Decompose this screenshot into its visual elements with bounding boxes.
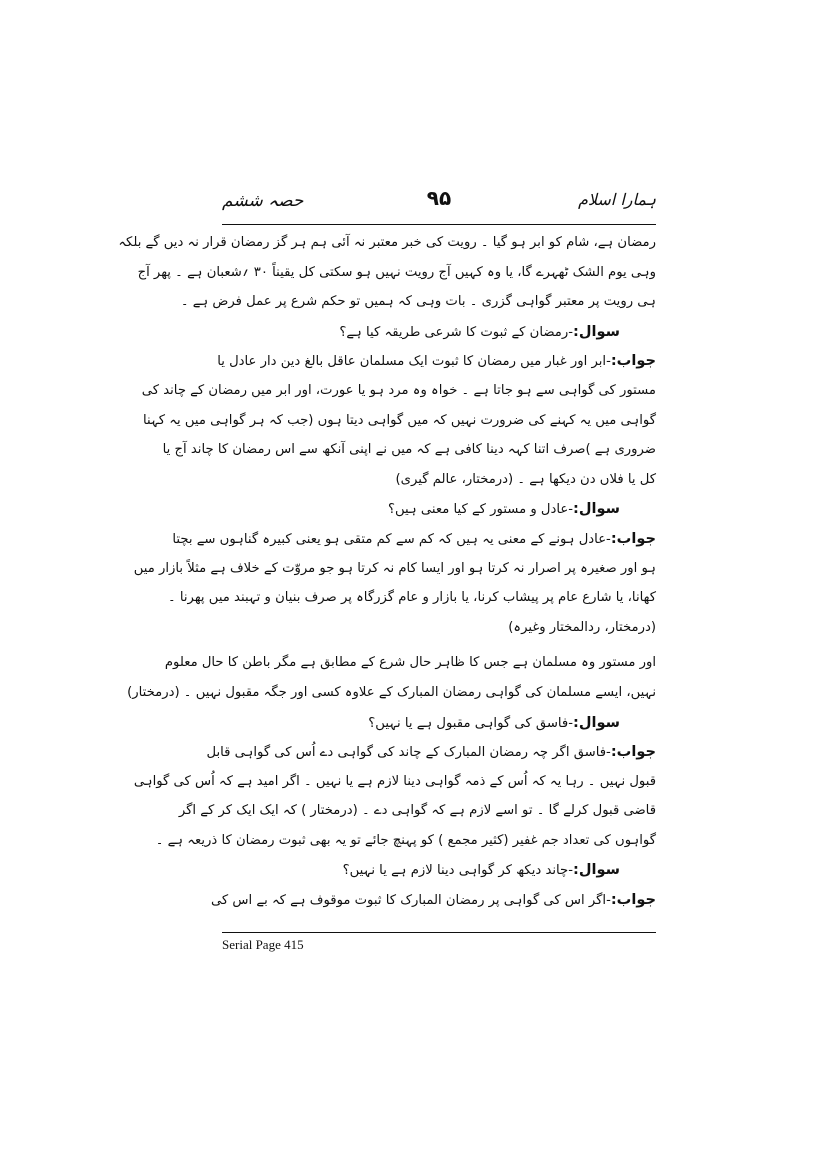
- question-label: سوال:: [572, 713, 620, 731]
- text-line: ہو اور صغیرہ پر اصرار نہ کرتا ہو اور ایسا کام نہ کرتا ہو جو مروّت کے خلاف ہے مثلاً بازار میں: [133, 560, 656, 576]
- question-label: سوال:: [572, 322, 620, 340]
- text-line: ہی رویت پر معتبر گواہی گزری ۔ بات وہی کہ ہمیں تو حکم شرع پر عمل فرض ہے ۔: [180, 294, 656, 310]
- text-line: [172, 524, 656, 554]
- text-line: قاضی قبول کرلے گا ۔ تو اسے لازم ہے کہ گواہی دے ۔ (درمختار ) کہ ایک ایک کر کے اگر: [178, 803, 656, 819]
- part-label: حصہ ششم: [222, 191, 304, 211]
- text-line: (درمختار، ردالمختار وغیرہ): [508, 619, 656, 635]
- page-number: ۹۵: [426, 186, 452, 210]
- line-text: -رمضان کے ثبوت کا شرعی طریقہ کیا ہے؟: [339, 324, 573, 340]
- text-line: مستور کی گواہی سے ہو جاتا ہے ۔ خواہ وہ مرد ہو یا عورت، اور ابر میں رمضان کے چاند کی: [141, 382, 656, 398]
- text-line: نہیں، ایسے مسلمان کی گواہی رمضان المبارک کے علاوہ کسی اور جگہ مقبول نہیں ۔ (درمختار): [127, 684, 656, 700]
- line-text: -فاسق کی گواہی مقبول ہے یا نہیں؟: [368, 715, 573, 731]
- text-line: [222, 494, 656, 524]
- question-label: سوال:: [572, 500, 620, 518]
- line-text: -اگر اس کی گواہی پر رمضان المبارک کا ثبوت موقوف ہے کہ بے اس کی: [210, 893, 611, 909]
- answer-label: جواب:: [610, 743, 656, 761]
- text-line: قبول نہیں ۔ رہا یہ کہ اُس کے ذمہ گواہی دینا لازم ہے یا نہیں ۔ اگر امید ہے کہ اُس کی گواہی: [133, 773, 656, 789]
- line-text: -چاند دیکھ کر گواہی دینا لازم ہے یا نہیں؟: [342, 863, 573, 879]
- header-rule: [222, 224, 656, 225]
- line-text: -عادل ہونے کے معنی یہ ہیں کہ کم سے کم متقی ہو یعنی کبیرہ گناہوں سے بچتا: [172, 531, 611, 547]
- text-line: [222, 855, 656, 885]
- text-line: رمضان ہے، شام کو ابر ہو گیا ۔ رویت کی خبر معتبر نہ آئی ہم ہر گز رمضان قرار نہ دیں گے بلکہ: [118, 235, 656, 250]
- text-line: کھانا، یا شارع عام پر پیشاب کرنا، یا بازار و عام گزرگاہ پر صرف بنیان و تہبند میں پھرنا ۔: [167, 590, 656, 606]
- answer-label: جواب:: [610, 529, 656, 547]
- text-line: ضروری ہے )صرف اتنا کہہ دینا کافی ہے کہ میں نے اپنی آنکھ سے اس رمضان کا چاند آج یا: [162, 442, 656, 458]
- running-header: [222, 182, 656, 222]
- question-label: سوال:: [572, 861, 620, 879]
- text-line: [217, 346, 656, 376]
- text-line: گواہی میں یہ کہنے کی ضرورت نہیں کہ میں گواہی دیتا ہوں (جب کہ ہر گواہی میں یہ کہنا: [143, 412, 656, 428]
- text-line: [222, 708, 656, 738]
- answer-label: جواب:: [610, 352, 656, 370]
- text-line: [210, 885, 656, 915]
- answer-label: جواب:: [610, 891, 656, 909]
- text-line: [222, 317, 656, 347]
- text-line: [206, 737, 656, 767]
- page-body: [118, 228, 656, 915]
- page-header-area: [222, 182, 656, 222]
- line-text: -عادل و مستور کے کیا معنی ہیں؟: [387, 502, 573, 518]
- line-text: -ابر اور غبار میں رمضان کا ثبوت ایک مسلمان عاقل بالغ دین دار عادل یا: [217, 354, 611, 370]
- footer-rule: [222, 932, 656, 933]
- text-line: اور مستور وہ مسلمان ہے جس کا ظاہر حال شرع کے مطابق ہے مگر باطن کا حال معلوم: [164, 655, 656, 671]
- text-line: کل یا فلاں دن دیکھا ہے ۔ (درمختار، عالم گیری): [395, 471, 656, 487]
- book-title: ہمارا اسلام: [577, 190, 656, 209]
- line-text: -فاسق اگر چہ رمضان المبارک کے چاند کی گواہی دے اُس کی گواہی قابل: [206, 745, 611, 761]
- text-line: وہی یوم الشک ٹھہرے گا، یا وہ کہیں آج رویت نہیں ہو سکتی کل یقیناً ۳۰ ؍شعبان ہے ۔ پھر آج: [137, 264, 656, 280]
- text-line: گواہوں کی تعداد جم غفیر (کثیر مجمع ) کو پہنچ جائے تو یہ بھی ثبوت رمضان کا ذریعہ ہے ۔: [155, 832, 656, 848]
- serial-page-footer: Serial Page 415: [222, 937, 304, 952]
